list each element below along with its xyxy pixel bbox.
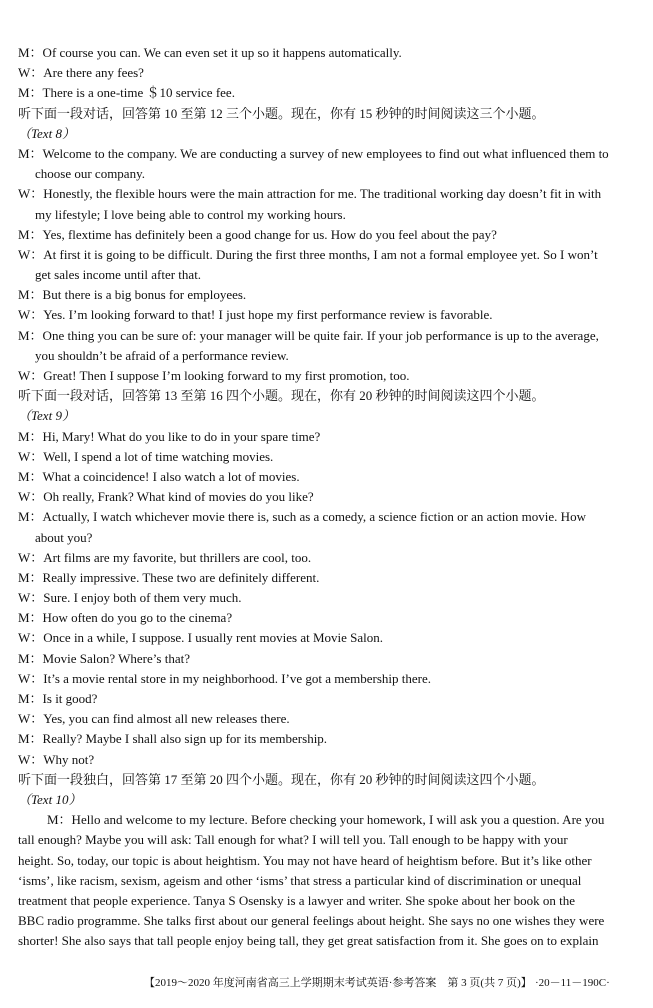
instruction-text: 听下面一段对话，回答第 10 至第 12 三个小题。现在，你有 15 秒钟的时间阅读这三个小题。: [18, 105, 545, 121]
dialog-line: W：At first it is going to be difficult. During the first three months, I am not a formal employee yet. So I won’t: [18, 246, 598, 262]
dialog-line-continuation: get sales income until after that.: [35, 267, 202, 283]
dialog-line: M：Is it good?: [18, 691, 98, 706]
dialog-line: W：Once in a while, I suppose. I usually rent movies at Movie Salon.: [18, 630, 384, 646]
dialog-line-continuation: my lifestyle; I love being able to control my working hours.: [35, 206, 346, 222]
dialog-line: M：What a coincidence! I also watch a lot of movies.: [18, 468, 300, 484]
footer-code: ·20－11－190C·: [535, 977, 610, 989]
dialog-line: W：Art films are my favorite, but thrillers are cool, too.: [18, 549, 312, 565]
section-label-text8: （Text 8）: [18, 125, 75, 141]
section-label-text10: （Text 10）: [18, 791, 82, 807]
dialog-line: M：Really impressive. These two are definitely different.: [18, 569, 320, 585]
dialog-line: M：Hi, Mary! What do you like to do in your spare time?: [18, 428, 321, 444]
section-label-text9: （Text 9）: [18, 408, 75, 424]
dialog-line: M：But there is a big bonus for employees.: [18, 287, 247, 303]
dialog-line: M：Yes, flextime has definitely been a good change for us. How do you feel about the pay?: [18, 226, 497, 242]
dialog-line: W：It’s a movie rental store in my neighborhood. I’ve got a membership there.: [18, 670, 431, 686]
dialog-line: W：Are there any fees?: [18, 65, 144, 81]
dialog-line: W：Why not?: [18, 751, 95, 767]
monologue-line: height. So, today, our topic is about heightism. You may not have heard of heightism before. But it’s like other: [18, 852, 592, 868]
instruction-text: 听下面一段对话，回答第 13 至第 16 四个小题。现在，你有 20 秒钟的时间阅读这四个小题。: [18, 388, 545, 404]
dialog-line: W：Well, I spend a lot of time watching movies.: [18, 448, 274, 464]
monologue-line: treatment that people experience. Tanya S Osensky is a lawyer and writer. She spoke about her book on the: [18, 892, 575, 908]
monologue-line: tall enough? Maybe you will ask: Tall enough for what? I will tell you. Tall enough to be happy with your: [18, 832, 568, 848]
monologue-line: M：Hello and welcome to my lecture. Before checking your homework, I will ask you a question. Are you: [47, 812, 605, 828]
answer-sheet-page: [18, 43, 638, 951]
dialog-line: W：Great! Then I suppose I’m looking forward to my first promotion, too.: [18, 368, 410, 383]
dialog-line: M：Really? Maybe I shall also sign up for its membership.: [18, 731, 328, 747]
dialog-line: W：Yes. I’m looking forward to that! I just hope my first performance review is favorable.: [18, 307, 493, 323]
monologue-line: BBC radio programme. She talks first about our general feelings about height. She says no one wishes they were: [18, 913, 605, 929]
dialog-line: W：Yes, you can find almost all new releases there.: [18, 711, 290, 727]
page-footer: [0, 973, 653, 993]
dialog-line: M：There is a one-time ＄10 service fee.: [18, 85, 235, 101]
dialog-line: M：One thing you can be sure of: your manager will be quite fair. If your job performance is up to the average,: [18, 327, 599, 343]
dialog-line: M：Of course you can. We can even set it up so it happens automatically.: [18, 45, 402, 60]
dialog-line: M：Welcome to the company. We are conducting a survey of new employees to find out what influenced them to: [18, 145, 609, 161]
dialog-line-continuation: about you?: [35, 529, 93, 545]
footer-title: 【2019～2020 年度河南省高三上学期期末考试英语·参考答案 第 3 页(共 7 页)】: [144, 977, 532, 989]
dialog-line: M：How often do you go to the cinema?: [18, 610, 233, 626]
dialog-line: M：Actually, I watch whichever movie there is, such as a comedy, a science fiction or an action movie. How: [18, 509, 586, 525]
dialog-line: M：Movie Salon? Where’s that?: [18, 650, 190, 666]
dialog-line-continuation: you shouldn’t be afraid of a performance review.: [35, 347, 289, 363]
monologue-line: ‘isms’, like racism, sexism, ageism and other ‘isms’ that stress a particular kind of discrimination or unequal: [18, 872, 582, 888]
dialog-line-continuation: choose our company.: [35, 166, 145, 182]
instruction-text: 听下面一段独白，回答第 17 至第 20 四个小题。现在，你有 20 秒钟的时间阅读这四个小题。: [18, 771, 545, 787]
dialog-line: W：Oh really, Frank? What kind of movies do you like?: [18, 489, 314, 505]
monologue-line: shorter! She also says that tall people enjoy being tall, they get great satisfaction from it. She goes on to explain: [18, 933, 599, 949]
dialog-line: W：Honestly, the flexible hours were the main attraction for me. The traditional working day doesn’t fit in with: [18, 186, 602, 202]
dialog-line: W：Sure. I enjoy both of them very much.: [18, 590, 242, 606]
